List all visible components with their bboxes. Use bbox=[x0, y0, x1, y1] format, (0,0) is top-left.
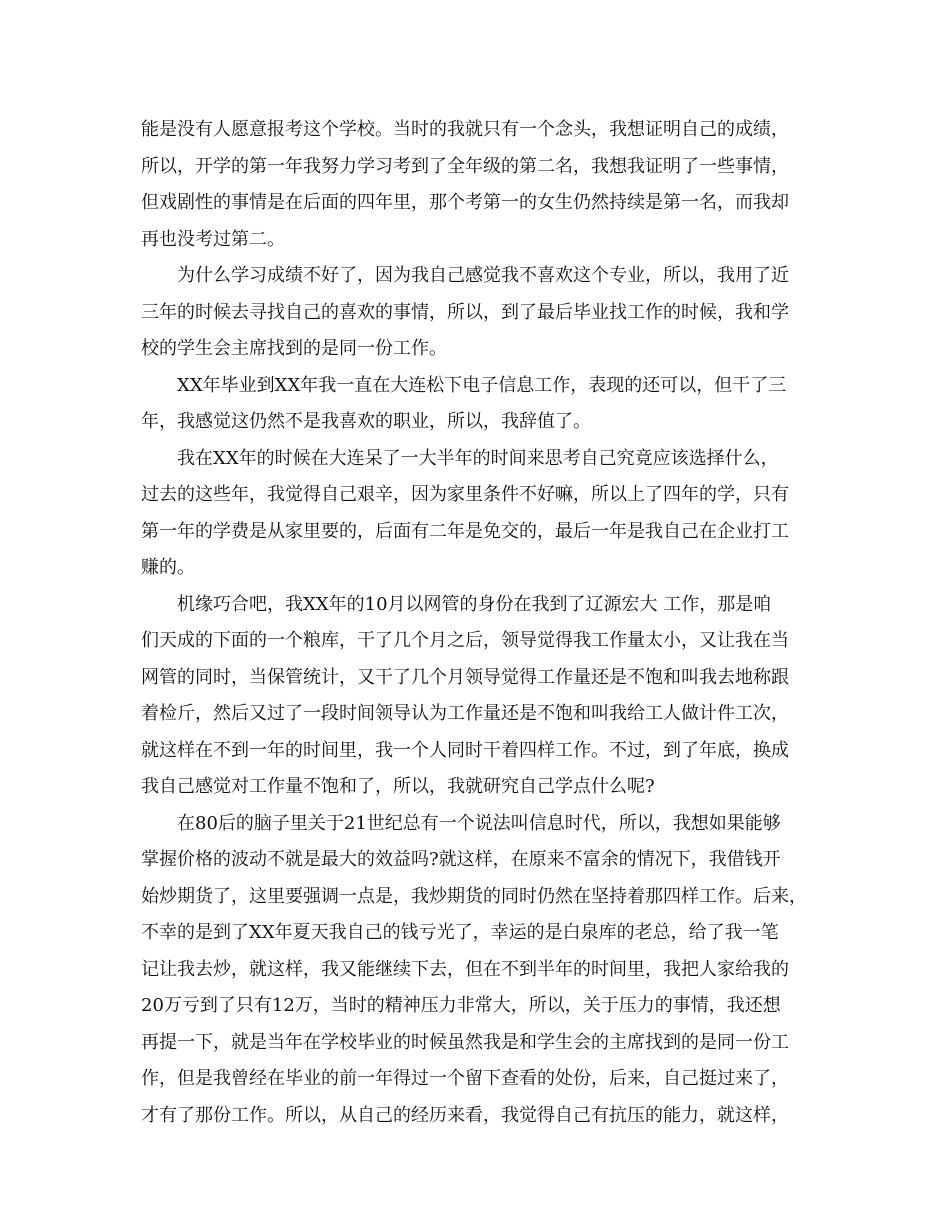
text-line: 校的学生会主席找到的是同一份工作。 bbox=[141, 338, 447, 359]
paragraph bbox=[141, 806, 821, 1135]
text-line: 但戏剧性的事情是在后面的四年里，那个考第一的女生仍然持续是第一名，而我却 bbox=[141, 192, 789, 213]
text-line: 始炒期货了，这里要强调一点是，我炒期货的同时仍然在坚持着那四样工作。后来， bbox=[141, 885, 807, 907]
text-line: 再提一下，就是当年在学校毕业的时候虽然我是和学生会的主席找到的是同一份工 bbox=[141, 1031, 789, 1053]
text-line: 记让我去炒，就这样，我又能继续下去，但在不到半年的时间里，我把人家给我的 bbox=[141, 958, 789, 980]
text-line: 年，我感觉这仍然不是我喜欢的职业，所以，我辞值了。 bbox=[141, 411, 591, 432]
text-line: 我自己感觉对工作量不饱和了，所以，我就研究自己学点什么呢? bbox=[141, 776, 655, 797]
text-line: 三年的时候去寻找自己的喜欢的事情，所以，到了最后毕业找工作的时候，我和学 bbox=[141, 301, 789, 323]
text-line: 20万亏到了只有12万，当时的精神压力非常大，所以，关于压力的事情，我还想 bbox=[141, 995, 781, 1016]
text-line: 第一年的学费是从家里要的，后面有二年是免交的，最后一年是我自己在企业打工 bbox=[141, 520, 789, 542]
text-line: 掌握价格的波动不就是最大的效益吗?就这样，在原来不富余的情况下，我借钱开 bbox=[141, 849, 781, 870]
text-line: 再也没考过第二。 bbox=[141, 228, 285, 250]
text-line: 我在XX年的时候在大连呆了一大半年的时间来思考自己究竟应该选择什么， bbox=[177, 447, 779, 469]
paragraph bbox=[141, 441, 821, 587]
document-body bbox=[141, 112, 821, 1134]
text-line: 所以，开学的第一年我努力学习考到了全年级的第二名，我想我证明了一些事情， bbox=[141, 155, 789, 177]
text-line: 为什么学习成绩不好了，因为我自己感觉我不喜欢这个专业，所以，我用了近 bbox=[177, 265, 789, 286]
paragraph bbox=[141, 258, 821, 368]
text-line: 过去的这些年，我觉得自己艰辛，因为家里条件不好嘛，所以上了四年的学，只有 bbox=[141, 484, 789, 505]
text-line: 们天成的下面的一个粮库，干了几个月之后，领导觉得我工作量太小，又让我在当 bbox=[141, 630, 789, 651]
text-line: 能是没有人愿意报考这个学校。当时的我就只有一个念头，我想证明自己的成绩， bbox=[141, 119, 789, 140]
paragraph bbox=[141, 112, 821, 258]
text-line: 不幸的是到了XX年夏天我自己的钱亏光了，幸运的是白泉库的老总，给了我一笔 bbox=[141, 922, 779, 943]
paragraph bbox=[141, 587, 821, 806]
text-line: 机缘巧合吧，我XX年的10月以网管的身份在我到了辽源宏大 工作，那是咱 bbox=[177, 593, 772, 615]
paragraph bbox=[141, 368, 821, 441]
text-line: 才有了那份工作。所以，从自己的经历来看，我觉得自己有抗压的能力，就这样， bbox=[141, 1104, 789, 1126]
text-line: 就这样在不到一年的时间里，我一个人同时干着四样工作。不过，到了年底，换成 bbox=[141, 739, 789, 761]
text-line: 作，但是我曾经在毕业的前一年得过一个留下查看的处份，后来，自己挺过来了， bbox=[141, 1068, 789, 1089]
text-line: XX年毕业到XX年我一直在大连松下电子信息工作，表现的还可以，但干了三 bbox=[177, 374, 787, 396]
text-line: 着检斤，然后又过了一段时间领导认为工作量还是不饱和叫我给工人做计件工次， bbox=[141, 703, 789, 724]
text-line: 网管的同时，当保管统计，又干了几个月领导觉得工作量还是不饱和叫我去地称跟 bbox=[141, 666, 789, 688]
text-line: 赚的。 bbox=[141, 557, 195, 578]
text-line: 在80后的脑子里关于21世纪总有一个说法叫信息时代，所以，我想如果能够 bbox=[177, 812, 781, 834]
